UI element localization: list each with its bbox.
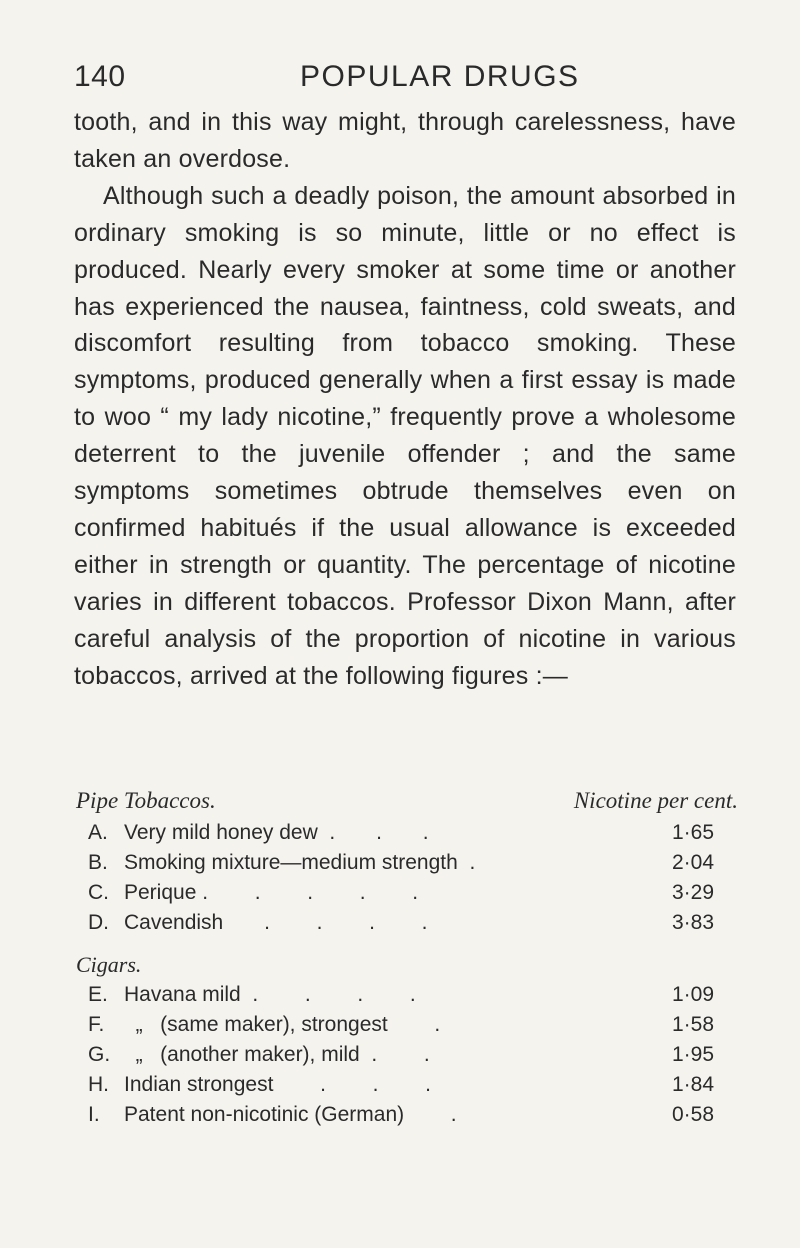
row-label: Cavendish . . . . <box>124 911 428 934</box>
body-text <box>74 104 736 695</box>
table-row <box>74 908 740 938</box>
table-row <box>74 878 740 908</box>
row-letter: C. <box>88 881 109 904</box>
table-row <box>74 1010 740 1040</box>
table-header-pipe-tobaccos: Pipe Tobaccos. <box>76 788 216 813</box>
table-row <box>74 980 740 1010</box>
row-letter: A. <box>88 821 108 844</box>
row-label: „ (another maker), mild . . <box>124 1043 430 1066</box>
section-spacer <box>74 938 740 950</box>
row-label: Indian strongest . . . <box>124 1073 431 1096</box>
row-letter: H. <box>88 1073 109 1096</box>
row-label: Very mild honey dew . . . <box>124 821 429 844</box>
row-label: „ (same maker), strongest . <box>124 1013 441 1036</box>
row-letter: F. <box>88 1013 105 1036</box>
paragraph-nicotine: Although such a deadly poison, the amount absorbed in ordinary smoking is so minute, little or no effect is produced. Nearly every smoker at some time or another has experienced the nausea, faintness, cold sweats, and discomfort resulting from tobacco smoking. These symptoms, produced generally when a first essay is made to woo “ my lady nicotine,” frequently prove a wholesome deterrent to the juvenile offender ; and the same symptoms sometimes obtrude themselves even on confirmed habitués if the usual allowance is exceeded either in strength or quantity. The percentage of nicotine varies in different tobaccos. Professor Dixon Mann, after careful analysis of the proportion of nicotine in various tobaccos, arrived at the following figures :— <box>74 181 736 690</box>
row-label: Perique . . . . . <box>124 881 419 904</box>
page-number: 140 <box>74 60 126 93</box>
row-value: 1·09 <box>672 983 715 1006</box>
row-value: 3·83 <box>672 911 715 934</box>
row-label: Smoking mixture—medium strength . <box>124 851 476 874</box>
row-value: 2·04 <box>672 851 715 874</box>
table-header-nicotine-per-cent: Nicotine per cent. <box>573 788 738 813</box>
row-value: 0·58 <box>672 1103 715 1126</box>
row-letter: E. <box>88 983 108 1006</box>
table-row <box>74 1040 740 1070</box>
row-letter: I. <box>88 1103 100 1126</box>
row-value: 3·29 <box>672 881 715 904</box>
table-header <box>74 788 740 818</box>
row-label: Havana mild . . . . <box>124 983 416 1006</box>
row-value: 1·95 <box>672 1043 715 1066</box>
row-value: 1·84 <box>672 1073 715 1096</box>
nicotine-table <box>74 788 740 1130</box>
table-row <box>74 818 740 848</box>
section-label-cigars: Cigars. <box>76 952 142 977</box>
row-letter: D. <box>88 911 109 934</box>
row-value: 1·65 <box>672 821 715 844</box>
row-label: Patent non-nicotinic (German) . <box>124 1103 457 1126</box>
row-value: 1·58 <box>672 1013 715 1036</box>
row-letter: G. <box>88 1043 111 1066</box>
table-row <box>74 848 740 878</box>
paragraph-continuation: tooth, and in this way might, through carelessness, have taken an overdose. <box>74 108 736 173</box>
running-head: POPULAR DRUGS <box>300 60 580 93</box>
table-row <box>74 1070 740 1100</box>
row-letter: B. <box>88 851 108 874</box>
table-row <box>74 1100 740 1130</box>
